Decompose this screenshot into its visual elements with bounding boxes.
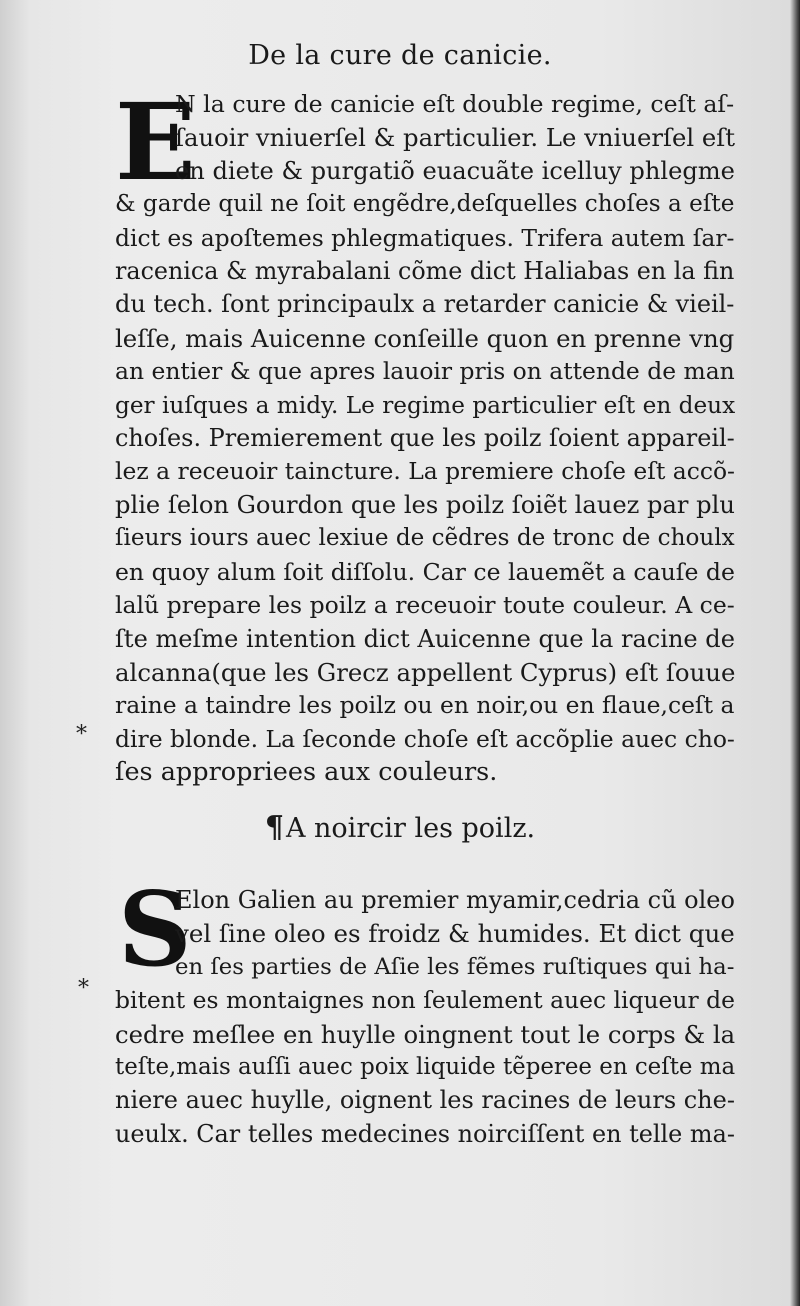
text-line: racenica & myrabalani cõme dict Haliabas en la fin [115,257,735,286]
marginal-asterisk-mark: * [76,722,87,747]
paragraph-noircir-les-poilz [115,884,735,1151]
page-header: De la cure de canicie. [248,40,552,71]
text-line: N la cure de canicie eſt double regime, ceſt aſ- [175,90,735,118]
dropcap-letter-e: E [115,79,196,204]
text-line: choſes. Premierement que les poilz ſoient appareil- [115,424,735,453]
text-line: Elon Galien au premier myamir,cedria cũ oleo [175,886,735,914]
text-line: raine a taindre les poilz ou en noir,ou en flaue,ceſt a [115,691,735,720]
text-line: alcanna(que les Grecz appellent Cyprus) eſt ſouue [115,657,736,687]
section-heading [0,810,800,845]
text-line: & garde quil ne ſoit engẽdre,deſquelles choſes a eſte [115,191,735,218]
text-line: ger iuſques a midy. Le regime particulier eſt en deux [115,391,736,419]
text-line: bitent es montaignes non ſeulement auec liqueur de [115,986,735,1015]
dropcap-letter-s: S [118,870,192,990]
text-line: cedre meſlee en huylle oingnent tout le corps & la [115,1019,736,1049]
text-line: ſes appropriees aux couleurs. [115,757,498,788]
marginal-asterisk-mark: * [78,976,89,1001]
text-line: teſte,mais auſſi auec poix liquide tẽperee en ceſte ma [115,1054,736,1081]
text-line: lalũ prepare les poilz a receuoir toute couleur. A ce- [115,591,735,620]
section-heading-text: A noircir les poilz. [285,813,536,844]
text-line: vel ſine oleo es froidz & humides. Et dict que [175,919,735,949]
text-line: leſſe, mais Auicenne conſeille quon en prenne vng [115,323,735,353]
paragraph-cure-de-canicie [115,79,736,790]
text-line: dire blonde. La ſeconde choſe eſt accõplie auec cho- [115,724,735,753]
text-line: en quoy alum ſoit diſſolu. Car ce lauemẽt a cauſe de [115,557,735,586]
text-line: lez a receuoir taincture. La premiere choſe eſt accõ- [115,457,735,486]
text-line: niere auec huylle, oignent les racines de leurs che- [115,1086,735,1115]
text-line: dict es apoſtemes phlegmatiques. Trifera autem ſar- [115,223,735,252]
text-line: ſieurs iours auec lexiue de cẽdres de tronc de choulx [115,525,735,552]
text-line: en ſes parties de Aſie les fẽmes ruſtiques qui ha- [175,953,735,980]
text-line: en diete & purgatiõ euacuãte icelluy phlegme [175,156,735,185]
text-line: ſte meſme intention dict Auicenne que la racine de [115,624,735,653]
text-line: ueulx. Car telles medecines noirciſſent en telle ma- [115,1119,735,1148]
pilcrow-icon: ¶ [264,810,284,845]
text-line: an entier & que apres lauoir pris on attende de man [115,357,735,386]
text-line: du tech. ſont principaulx a retarder canicie & vieil- [115,290,735,319]
text-line: ſauoir vniuerſel & particulier. Le vniuerſel eſt [175,123,736,153]
text-line: plie ſelon Gourdon que les poilz ſoiẽt lauez par plu [115,490,735,519]
